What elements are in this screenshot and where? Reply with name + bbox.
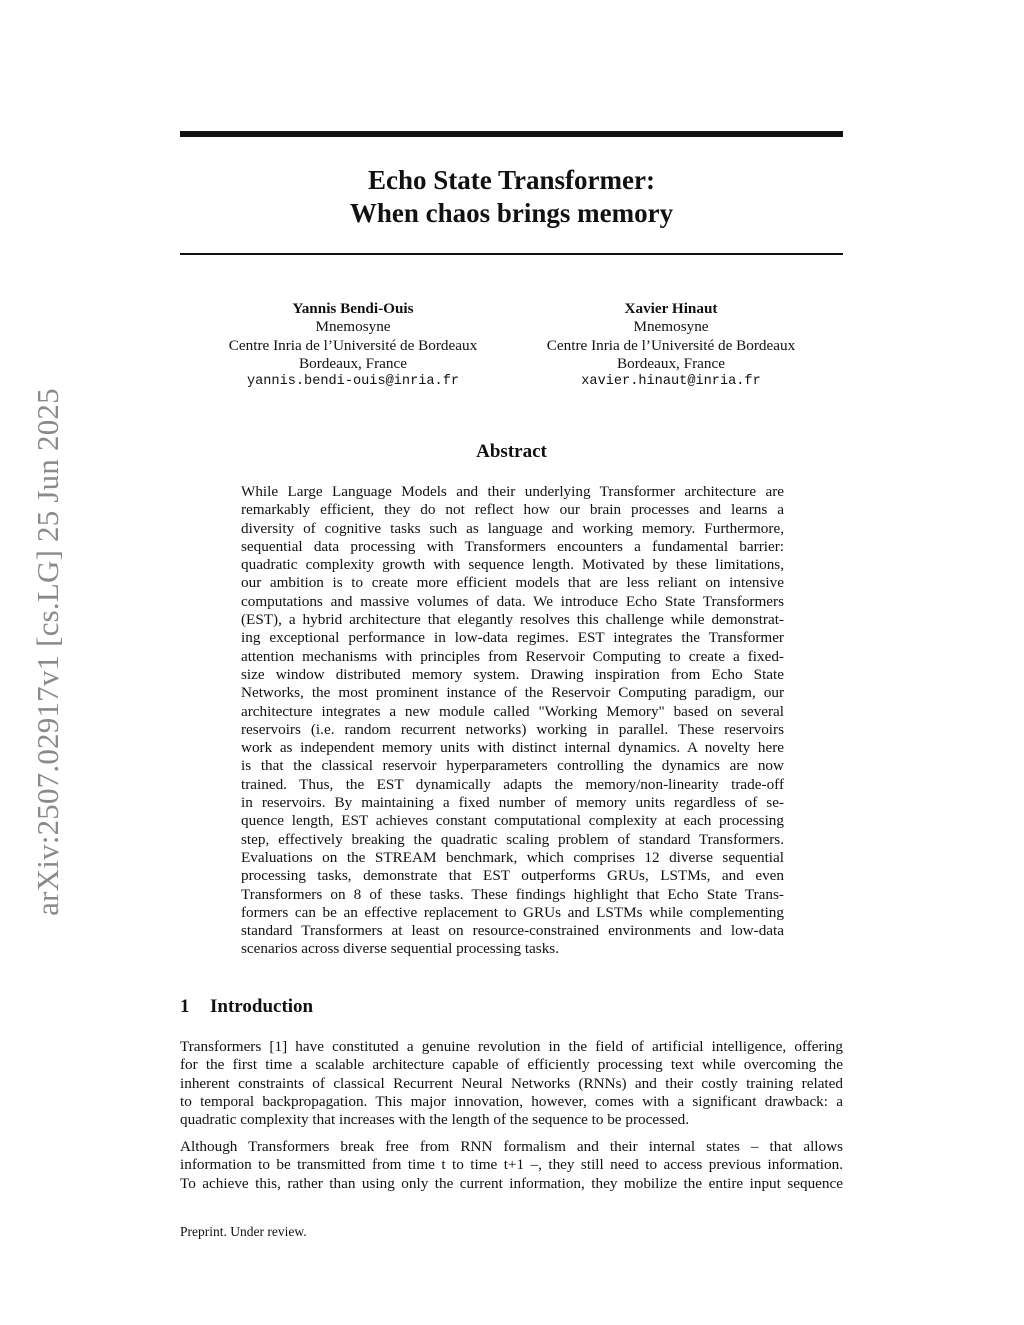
- abstract-line: our ambition is to create more efficient models that are less reliant on intensive: [241, 574, 784, 592]
- abstract-line: in reservoirs. By maintaining a fixed number of memory units regardless of se-: [241, 794, 784, 812]
- abstract-line: (EST), a hybrid architecture that elegantly resolves this challenge while demonstrat-: [241, 611, 784, 629]
- abstract-line: formers can be an effective replacement to GRUs and LSTMs while complementing: [241, 903, 784, 921]
- author-name: Xavier Hinaut: [624, 300, 718, 317]
- abstract-line: scenarios across diverse sequential processing tasks.: [241, 940, 560, 958]
- abstract-line: standard Transformers at least on resource-constrained environments and low-data: [241, 922, 784, 940]
- author-email[interactable]: yannis.bendi-ouis@inria.fr: [246, 374, 460, 390]
- paragraph-line: To achieve this, rather than using only the current information, they mobilize the entire input sequence: [180, 1174, 843, 1192]
- section-heading: [180, 995, 313, 1019]
- abstract-line: Transformers on 8 of these tasks. These findings highlight that Echo State Trans-: [241, 885, 784, 903]
- abstract-line: work as independent memory units with distinct internal dynamics. A novelty here: [241, 739, 784, 757]
- abstract-line: architecture integrates a new module called "Working Memory" based on several: [241, 702, 784, 720]
- author-team: Mnemosyne: [315, 318, 391, 336]
- paragraph-line: quadratic complexity that increases with the length of the sequence to be processed.: [180, 1111, 690, 1129]
- abstract-line: Evaluations on the STREAM benchmark, which comprises 12 diverse sequential: [241, 848, 784, 866]
- title-line-1: Echo State Transformer:: [368, 165, 655, 195]
- paragraph-line: Although Transformers break free from RNN formalism and their internal states – that allows: [180, 1138, 843, 1155]
- author-email[interactable]: xavier.hinaut@inria.fr: [581, 374, 761, 390]
- author-institution: Centre Inria de l’Université de Bordeaux: [228, 336, 478, 354]
- abstract-line: diversity of cognitive tasks such as language and working memory. Furthermore,: [241, 519, 784, 537]
- paragraph-line: for the first time a scalable architecture capable of efficiently processing text while overcoming the: [180, 1056, 843, 1074]
- abstract-line: attention mechanisms with principles from Reservoir Computing to create a fixed-: [241, 647, 784, 665]
- title-bottom-rule: [180, 253, 843, 255]
- paper-title: [180, 164, 843, 230]
- abstract-line: reservoirs (i.e. random recurrent networks) working in parallel. These reservoirs: [241, 720, 784, 738]
- abstract-line: processing tasks, demonstrate that EST outperforms GRUs, LSTMs, and even: [241, 867, 784, 885]
- abstract-line: ing exceptional performance in low-data regimes. EST integrates the Transformer: [241, 629, 784, 647]
- abstract-heading: Abstract: [476, 441, 547, 462]
- paragraph-line: Transformers [1] have constituted a genuine revolution in the field of artificial intelligence, offering: [180, 1038, 843, 1055]
- paragraph-line: to temporal backpropagation. This major innovation, however, comes with a significant drawback: a: [180, 1092, 843, 1110]
- author-institution: Centre Inria de l’Université de Bordeaux: [546, 336, 796, 354]
- abstract-body: [241, 483, 784, 959]
- body-paragraph: [180, 1038, 843, 1129]
- author-block: [193, 300, 513, 391]
- author-location: Bordeaux, France: [299, 354, 407, 372]
- abstract-line: remarkably efficient, they do not reflect how our brain processes and learns a: [241, 501, 784, 519]
- abstract-line: sequential data processing with Transformers encounters a fundamental barrier:: [241, 537, 784, 555]
- paragraph-line: information to be transmitted from time t to time t+1 –, they still need to access previous information.: [180, 1156, 843, 1174]
- author-location: Bordeaux, France: [617, 354, 725, 372]
- paragraph-line: inherent constraints of classical Recurrent Neural Networks (RNNs) and their costly training related: [180, 1074, 843, 1092]
- abstract-line: Networks, the most prominent instance of the Reservoir Computing paradigm, our: [241, 684, 784, 702]
- abstract-line: trained. Thus, the EST dynamically adapts the memory/non-linearity trade-off: [241, 775, 784, 793]
- abstract-line: quence length, EST achieves constant computational complexity at each processing: [241, 812, 784, 830]
- abstract-line: is that the classical reservoir hyperparameters controlling the dynamics are now: [241, 757, 784, 775]
- section-title: Introduction: [210, 996, 314, 1017]
- author-team: Mnemosyne: [633, 318, 709, 336]
- title-top-rule: [180, 131, 843, 137]
- page-footer: Preprint. Under review.: [180, 1224, 307, 1239]
- abstract-line: size window distributed memory system. Drawing inspiration from Echo State: [241, 665, 784, 683]
- abstract-line: While Large Language Models and their underlying Transformer architecture are: [241, 483, 784, 500]
- section-number: 1: [180, 996, 190, 1017]
- author-block: [511, 300, 831, 391]
- abstract-line: quadratic complexity growth with sequence length. Motivated by these limitations,: [241, 556, 784, 574]
- abstract-line: step, effectively breaking the quadratic scaling problem of standard Transformers.: [241, 830, 784, 848]
- author-name: Yannis Bendi-Ouis: [292, 300, 414, 317]
- abstract-line: computations and massive volumes of data. We introduce Echo State Transformers: [241, 592, 784, 610]
- body-paragraph: [180, 1138, 843, 1193]
- arxiv-side-stamp: arXiv:2507.02917v1 [cs.LG] 25 Jun 2025: [30, 388, 65, 916]
- title-line-2: When chaos brings memory: [349, 198, 674, 228]
